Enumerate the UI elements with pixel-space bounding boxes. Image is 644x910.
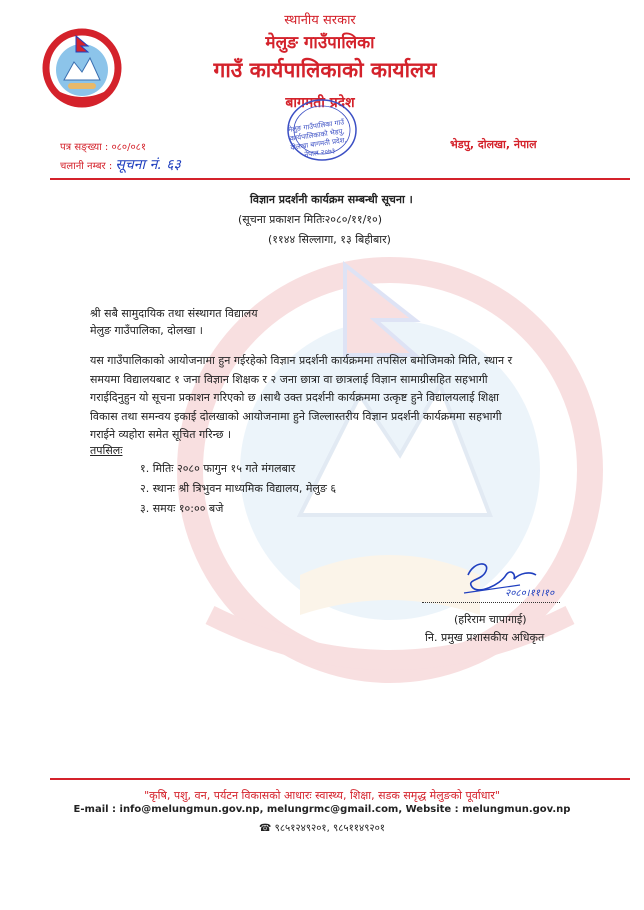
- dispatch-handwritten: सूचना नं. ६३: [115, 157, 181, 173]
- notice-subject: विज्ञान प्रदर्शनी कार्यक्रम सम्बन्धी सूचना ।: [250, 193, 413, 206]
- dispatch-label: चलानी नम्बर :: [60, 161, 113, 172]
- details-item: १. मितिः २०८० फागुन १५ गते मंगलबार: [140, 462, 296, 475]
- header-line-province: बागमती प्रदेश: [285, 95, 355, 111]
- body-line: गराईने व्यहोरा समेत सूचित गरिन्छ ।: [90, 428, 232, 442]
- details-item: २. स्थानः श्री त्रिभुवन माध्यमिक विद्यालय, मेलुङ ६: [140, 482, 337, 495]
- stamp-text: मेलुङ गाउँपालिका गाउँ कार्यपालिकाको भेडपु, दोलखा बागमती प्रदेश, नेपाल २०७३: [287, 118, 348, 160]
- office-address: भेडपु, दोलखा, नेपाल: [450, 138, 537, 151]
- recipient-line-1: श्री सबै सामुदायिक तथा संस्थागत विद्यालय: [90, 307, 258, 320]
- body-line: समयमा विद्यालयबाट १ जना विज्ञान शिक्षक र २ जना छात्रा वा छात्रलाई विज्ञान सामाग्रीसहित सहभागी: [90, 372, 488, 386]
- recipient-line-2: मेलुङ गाउँपालिका, दोलखा ।: [90, 324, 203, 337]
- publication-date: (सूचना प्रकाशन मितिः२०८०/११/१०): [238, 213, 383, 226]
- notice-body: [90, 352, 574, 445]
- details-title: तपसिलः: [90, 444, 123, 457]
- publication-day: (११४४ सिल्लागा, १३ बिहीबार): [268, 233, 391, 246]
- signatory-title: नि. प्रमुख प्रशासकीय अधिकृत: [425, 631, 545, 644]
- body-line: यस गाउँपालिकाको आयोजनामा हुन गईरहेको विज्ञान प्रदर्शनी कार्यक्रममा तपसिल बमोजिमको मिति, स्थान र: [90, 354, 513, 367]
- body-line: विकास तथा समन्वय इकाई दोलखाको आयोजनामा हुने जिल्लास्तरीय विज्ञान प्रदर्शनी कार्यक्रममा सहभागी: [90, 409, 502, 423]
- details-item: ३. समयः १०:०० बजे: [140, 502, 224, 515]
- signature-date: २०८०।११।१०: [505, 588, 555, 599]
- header-line-office: गाउँ कार्यपालिकाको कार्यालय: [213, 58, 437, 82]
- body-line: गराईदिनुहुन यो सूचना प्रकाशन गरिएको छ ।साथै उक्त प्रदर्शनी कार्यक्रममा उत्कृष्ट हुने विद्यालयलाई शिक्षा: [90, 391, 500, 405]
- dispatch-number: [60, 155, 181, 174]
- header-line-local-government: स्थानीय सरकार: [284, 13, 356, 28]
- signature-line: [422, 594, 560, 603]
- reference-number: पत्र सङ्ख्या : ०८०/०८१: [60, 142, 147, 153]
- footer-slogan: "कृषि, पशु, वन, पर्यटन विकासको आधारः स्वास्थ्य, शिक्षा, सडक समृद्ध मेलुङको पूर्वाधार": [144, 789, 500, 802]
- header-divider: [50, 178, 630, 180]
- signatory-name: (हरिराम चापागाई): [454, 613, 527, 626]
- nepal-emblem-icon: [42, 28, 122, 108]
- footer-contact: E-mail : info@melungmun.gov.np, melungrmc@gmail.com, Website : melungmun.gov.np: [73, 804, 571, 815]
- header-line-municipality: मेलुङ गाउँपालिका: [265, 33, 375, 53]
- footer-divider: [50, 778, 630, 780]
- footer-phone: ☎ ९८५१२४९२०१, ९८५११४९२०१: [259, 823, 385, 834]
